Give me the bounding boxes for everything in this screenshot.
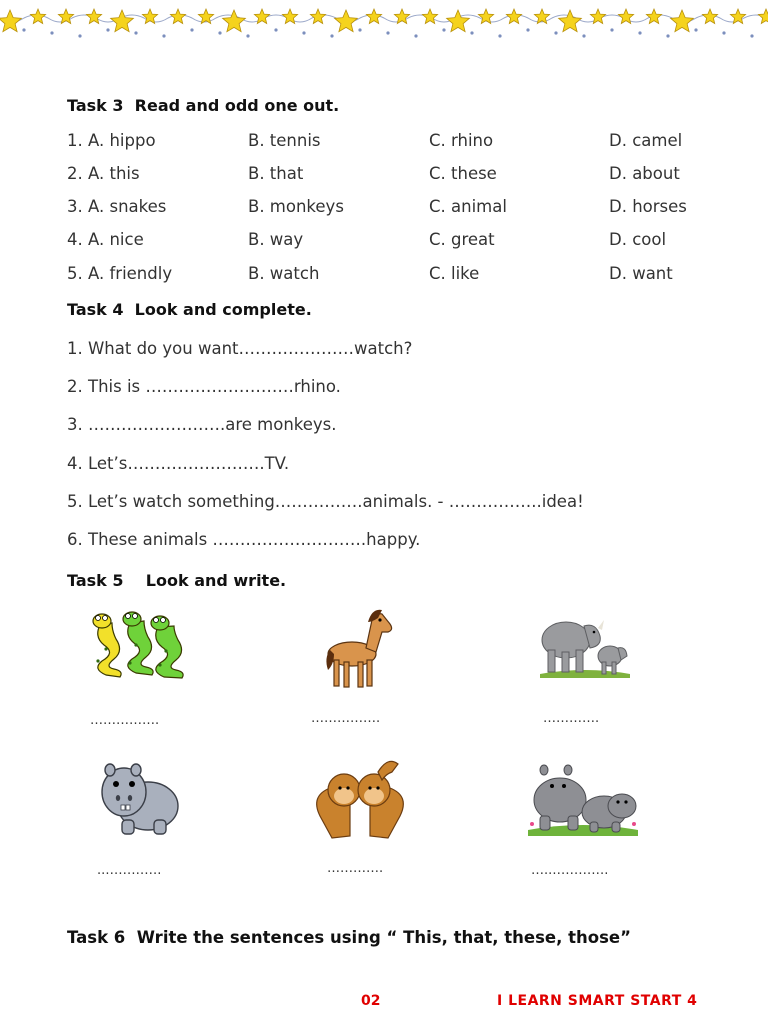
star-icon [111,10,134,32]
task4-heading: Task 4 Look and complete. [67,300,312,319]
bead-dot [582,34,585,37]
option-c: C. great [429,230,495,249]
star-icon [758,9,768,24]
task4-sentence-3: 3. …………………….are monkeys. [67,415,337,434]
bead-dot [554,31,557,34]
option-d: D. about [609,164,680,183]
star-icon [422,9,437,24]
bead-dot [750,34,753,37]
bead-dot [442,28,445,31]
bead-dot [386,31,389,34]
bead-dot [246,34,249,37]
task4-sentence-4: 4. Let’s…………………….TV. [67,454,290,473]
option-c: C. rhino [429,131,494,150]
option-b: B. watch [248,264,320,283]
option-b: B. way [248,230,304,249]
task4-sentence-2: 2. This is ………………………rhino. [67,377,341,396]
rhinos-picture [538,604,632,680]
star-icon [506,9,521,24]
book-title: I LEARN SMART START 4 [497,993,698,1009]
bead-dot [526,28,529,31]
option-a: 3. A. snakes [67,197,167,216]
star-icon [0,10,21,32]
option-b: B. that [248,164,304,183]
bead-dot [414,34,417,37]
answer-blank-horse[interactable]: ……………. [311,711,381,726]
bead-dot [470,31,473,34]
task3-heading: Task 3 Read and odd one out. [67,96,340,115]
star-icon [702,9,717,24]
bead-dot [498,34,501,37]
bead-dot [666,34,669,37]
option-c: C. these [429,164,497,183]
horse-picture [322,604,394,690]
task4-sentence-5: 5. Let’s watch something…………….animals. - ……………..idea! [67,492,584,511]
option-d: D. want [609,264,673,283]
bead-dot [610,28,613,31]
star-icon [671,10,694,32]
star-garland-border [0,0,768,48]
answer-blank-hippos[interactable]: …..…………. [531,863,609,878]
hippos-picture [524,760,642,840]
bead-dot [106,28,109,31]
star-icon [310,9,325,24]
bead-dot [358,28,361,31]
bead-dot [274,28,277,31]
star-icon [223,10,246,32]
option-a: 2. A. this [67,164,140,183]
bead-dot [694,28,697,31]
bead-dot [78,34,81,37]
option-b: B. monkeys [248,197,344,216]
option-d: D. horses [609,197,687,216]
bead-dot [22,28,25,31]
task6-heading: Task 6 Write the sentences using “ This, that, these, those” [67,928,631,947]
bead-dot [638,31,641,34]
answer-blank-monkeys[interactable]: …………. [327,861,384,876]
task4-sentence-6: 6. These animals ……………………….happy. [67,530,421,549]
option-c: C. animal [429,197,507,216]
option-a: 4. A. nice [67,230,144,249]
option-a: 5. A. friendly [67,264,173,283]
option-b: B. tennis [248,131,321,150]
answer-blank-rhinos[interactable]: …………. [543,711,600,726]
star-icon [86,9,101,24]
bead-dot [50,31,53,34]
answer-blank-snakes[interactable]: ……………. [90,713,160,728]
option-a: 1. A. hippo [67,131,156,150]
bead-dot [302,31,305,34]
bead-dot [218,31,221,34]
bead-dot [330,34,333,37]
bead-dot [134,31,137,34]
star-icon [646,9,661,24]
star-icon [30,9,45,24]
page-number: 02 [361,993,381,1009]
option-d: D. camel [609,131,683,150]
task5-heading: Task 5 Look and write. [67,571,287,590]
hippo-picture [96,758,182,838]
star-icon [366,9,381,24]
star-icon [559,10,582,32]
option-d: D. cool [609,230,667,249]
bead-dot [162,34,165,37]
option-c: C. like [429,264,480,283]
monkeys-picture [312,756,408,842]
snakes-picture [86,605,194,681]
bead-dot [722,31,725,34]
task4-sentence-1: 1. What do you want…………………watch? [67,339,413,358]
star-icon [335,10,358,32]
answer-blank-hippo[interactable]: ..…………. [97,863,162,878]
star-icon [170,9,185,24]
star-icon [447,10,470,32]
bead-dot [190,28,193,31]
